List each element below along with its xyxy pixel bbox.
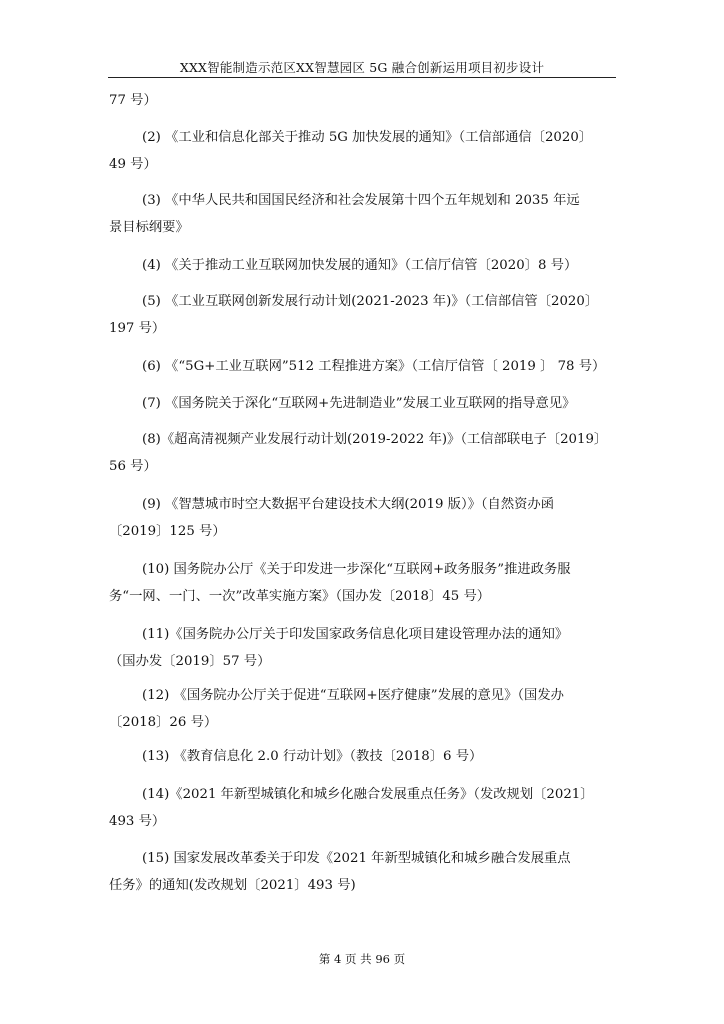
text-line: (11)《国务院办公厅关于印发国家政务信息化项目建设管理办法的通知》 [142,627,569,642]
text-line: (4) 《关于推动工业互联网加快发展的通知》（工信厅信管〔2020〕8 号） [142,258,578,273]
text-line: （国办发〔2019〕57 号） [109,654,271,669]
text-line: 务“一网、一门、一次”改革实施方案》（国办发〔2018〕45 号） [109,589,491,604]
text-line: (7) 《国务院关于深化“互联网+先进制造业”发展工业互联网的指导意见》 [142,396,576,411]
text-line: (5) 《工业互联网创新发展行动计划(2021-2023 年)》（工信部信管〔2020〕 [142,294,599,309]
text-line: (15) 国家发展改革委关于印发《2021 年新型城镇化和城乡融合发展重点 [142,851,571,866]
text-line: 77 号） [109,93,157,108]
text-line: (14)《2021 年新型城镇化和城乡化融合发展重点任务》（发改规划〔2021〕 [142,787,594,802]
page-number: 第 4 页 共 96 页 [318,952,406,966]
running-header: XXX智能制造示范区XX智慧园区 5G 融合创新运用项目初步设计 [179,60,545,75]
text-line: 〔2018〕26 号） [109,715,218,730]
text-line: 493 号） [109,814,166,829]
text-line: (10) 国务院办公厅《关于印发进一步深化“互联网+政务服务”推进政务服 [142,562,571,577]
text-line: (6) 《“5G+工业互联网”512 工程推进方案》（工信厅信管〔 2019 〕 78 号） [142,359,606,374]
text-line: (9) 《智慧城市时空大数据平台建设技术大纲(2019 版）》（自然资办函 [142,497,555,512]
text-line: 任务》的通知(发改规划〔2021〕493 号) [109,878,356,893]
text-line: (12) 《国务院办公厅关于促进“互联网+医疗健康”发展的意见》（国发办 [142,688,564,703]
text-line: 56 号） [109,459,157,474]
text-line: (3) 《中华人民共和国国民经济和社会发展第十四个五年规划和 2035 年远 [142,193,580,208]
text-line: (8)《超高清视频产业发展行动计划(2019-2022 年)》（工信部联电子〔2019〕 [142,432,608,447]
text-line: (13) 《教育信息化 2.0 行动计划》（教技〔2018〕6 号） [142,749,483,764]
text-line: 〔2019〕125 号） [109,524,226,539]
text-line: 49 号） [109,157,157,172]
text-line: (2) 《工业和信息化部关于推动 5G 加快发展的通知》（工信部通信〔2020〕 [142,130,593,145]
text-line: 197 号） [109,321,166,336]
header-divider [108,77,616,78]
text-line: 景目标纲要》 [109,220,189,235]
